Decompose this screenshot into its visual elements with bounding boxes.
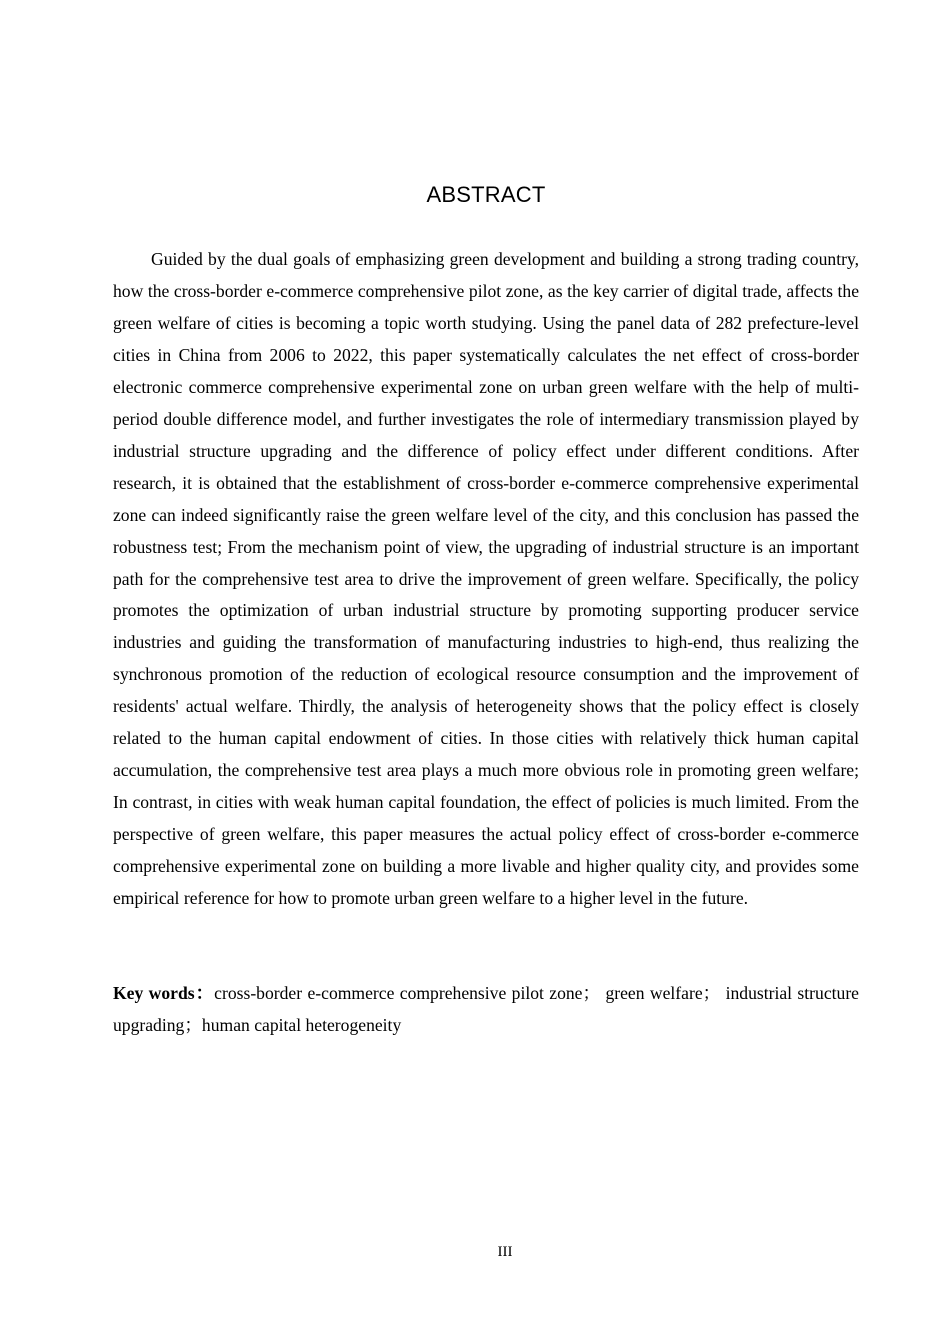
abstract-title: ABSTRACT: [426, 182, 546, 207]
abstract-body: Guided by the dual goals of emphasizing green development and building a strong trading country, how the cross-border e-commerce comprehensive pilot zone, as the key carrier of digital trade, affects the green welfare of cities is becoming a topic worth studying. Using the panel data of 282 prefecture-level cities in China from 2006 to 2022, this paper systematically calculates the net effect of cross-border electronic commerce comprehensive experimental zone on urban green welfare with the help of multi-period double difference model, and further investigates the role of intermediary transmission played by industrial structure upgrading and the difference of policy effect under different conditions. After research, it is obtained that the establishment of cross-border e-commerce comprehensive experimental zone can indeed significantly raise the green welfare level of the city, and this conclusion has passed the robustness test; From the mechanism point of view, the upgrading of industrial structure is an important path for the comprehensive test area to drive the improvement of green welfare. Specifically, the policy promotes the optimization of urban industrial structure by promoting supporting producer service industries and guiding the transformation of manufacturing industries to high-end, thus realizing the synchronous promotion of the reduction of ecological resource consumption and the improvement of residents' actual welfare. Thirdly, the analysis of heterogeneity shows that the policy effect is closely related to the human capital endowment of cities. In those cities with relatively thick human capital accumulation, the comprehensive test area plays a much more obvious role in promoting green welfare; In contrast, in cities with weak human capital foundation, the effect of policies is much limited. From the perspective of green welfare, this paper measures the actual policy effect of cross-border e-commerce comprehensive experimental zone on building a more livable and higher quality city, and provides some empirical reference for how to promote urban green welfare to a higher level in the future.: [113, 249, 859, 909]
keywords-line: [113, 978, 859, 1042]
keywords-label: Key words：: [113, 983, 215, 1003]
keywords-text: cross-border e-commerce comprehensive pilot zone； green welfare； industrial structure upgrading；human capital heterogeneity: [113, 983, 859, 1035]
page-number: III: [497, 1244, 513, 1260]
